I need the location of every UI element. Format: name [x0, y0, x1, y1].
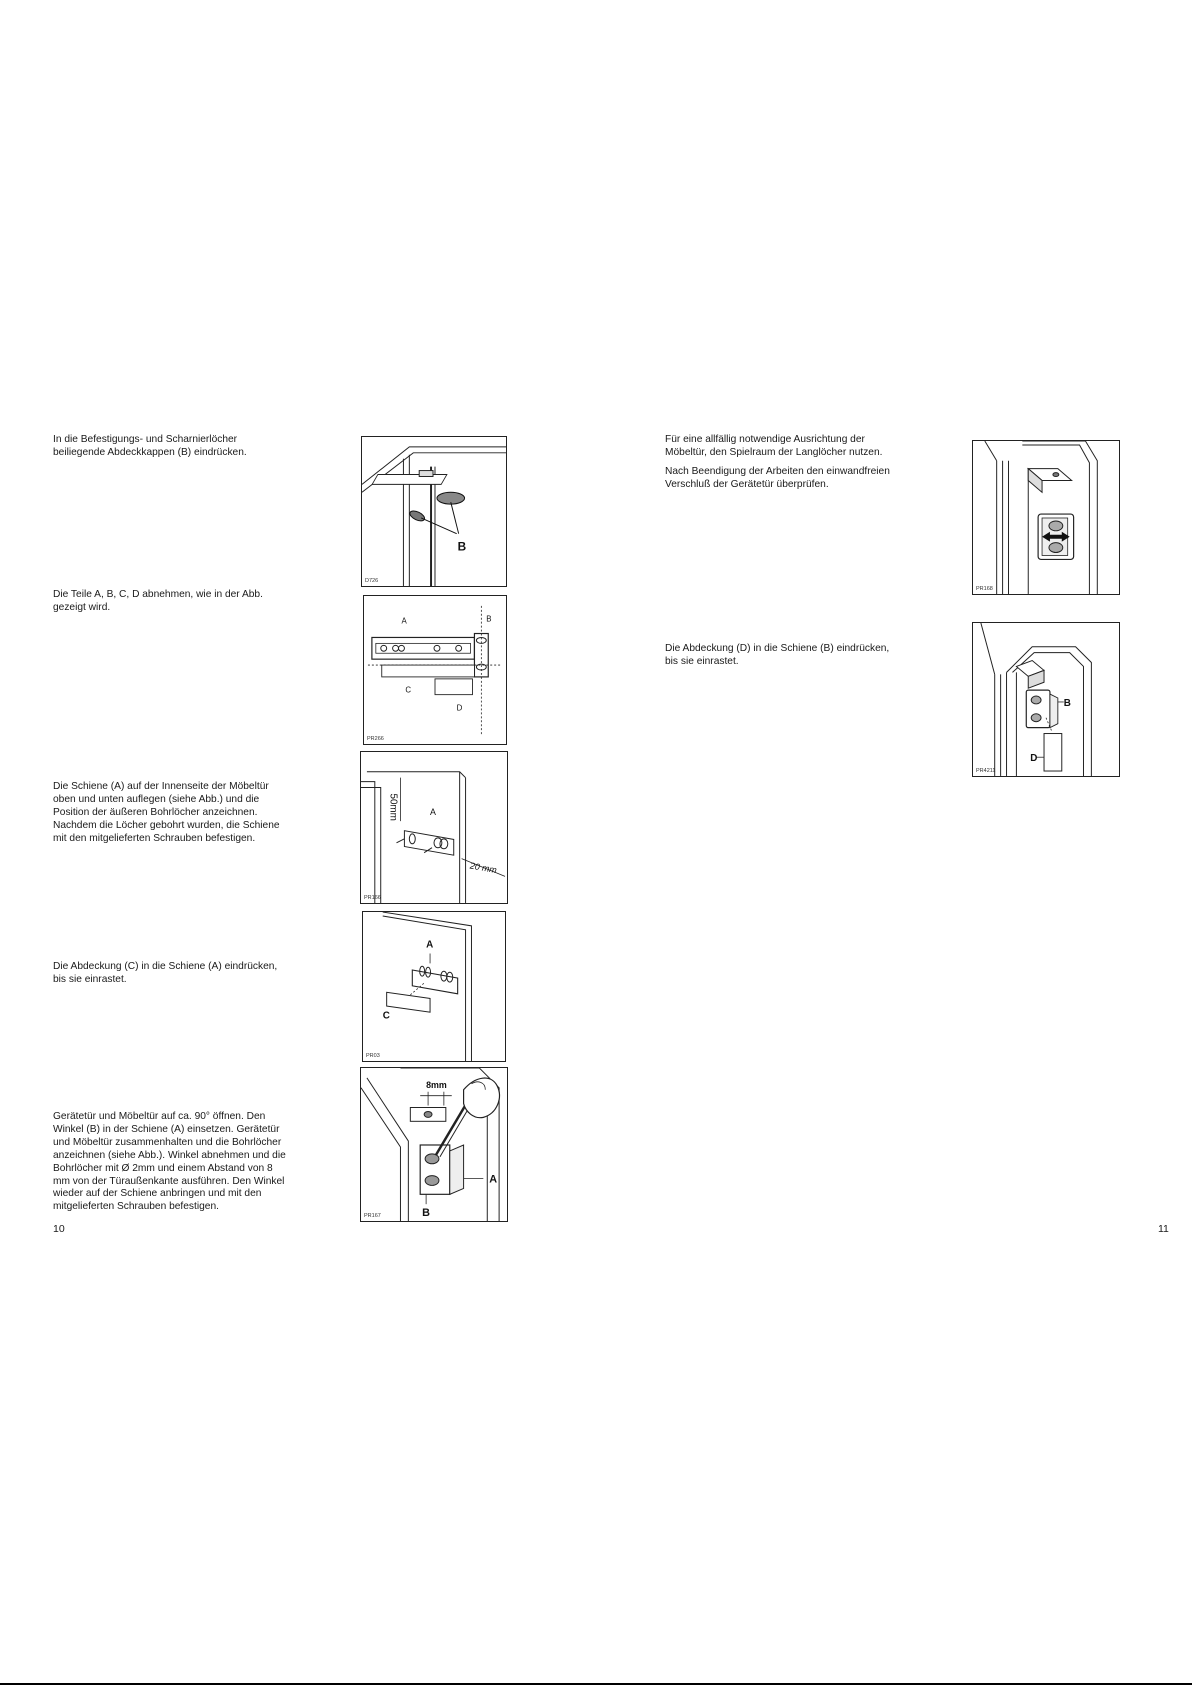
figure-cover-caps-drawing [362, 437, 506, 586]
step-5-text: Gerätetür und Möbeltür auf ca. 90° öffnen. Den Winkel (B) in der Schiene (A) einsetzen. Gerätetür und Möbeltür zusammenhalten und die Bohrlöcher anzeichnen (siehe Abb.). Winkel abnehmen und die Bohrlöcher mit Ø 2mm und einem Abstand von 8 mm von der Türaußenkante ausführen. Den Winkel wieder auf der Schiene anbringen und mit den mitgelieferten Schrauben befestigen. [53, 1111, 286, 1213]
step-7-text: Nach Beendigung der Arbeiten den einwandfreien Verschluß der Gerätetür überprüfen. [665, 466, 890, 490]
figure-code: PR167 [364, 1213, 381, 1219]
step-8-text: Die Abdeckung (D) in die Schiene (B) eindrücken, bis sie einrastet. [665, 643, 890, 667]
figure-rail-mounting-drawing [361, 752, 507, 903]
step-6-text: Für eine allfällig notwendige Ausrichtung der Möbeltür, den Spielraum der Langlöcher nutzen. [665, 434, 883, 458]
label-a: A [489, 1173, 498, 1186]
figure-code: PR168 [976, 586, 993, 592]
label-b: B [1063, 697, 1071, 709]
label-8mm: 8mm [426, 1079, 447, 1090]
step-1-text: In die Befestigungs- und Scharnierlöcher beiliegende Abdeckkappen (B) eindrücken. [53, 434, 247, 458]
label-a: A [426, 939, 434, 951]
label-a: A [401, 616, 407, 626]
figure-code: PR266 [367, 736, 384, 742]
figure-cover-c-drawing [363, 912, 505, 1061]
figure-code: PR03 [366, 1053, 380, 1059]
label-c: C [405, 685, 412, 695]
figure-hinge-drilling-drawing [361, 1068, 507, 1221]
page-number-left: 10 [53, 1223, 65, 1235]
label-a: A [430, 807, 436, 818]
label-b: B [486, 614, 492, 624]
step-3-text: Die Schiene (A) auf der Innenseite der Möbeltür oben und unten auflegen (siehe Abb.) und die Position der äußeren Bohrlöcher anzeichnen. Nachdem die Löcher gebohrt wurden, die Schiene mit den mitgelieferten Schrauben befestigen. [53, 781, 280, 844]
label-c: C [382, 1010, 390, 1022]
figure-cover-c [362, 911, 506, 1062]
figure-cover-caps [361, 436, 507, 587]
label-b: B [457, 539, 467, 554]
step-4-text: Die Abdeckung (C) in die Schiene (A) eindrücken, bis sie einrastet. [53, 961, 278, 985]
label-d: D [1030, 753, 1038, 765]
label-20mm: 20 mm [469, 860, 498, 876]
label-b: B [422, 1207, 431, 1220]
label-d: D [456, 703, 463, 713]
figure-code: D726 [365, 578, 379, 584]
figure-hinge-drilling [360, 1067, 508, 1222]
figure-door-alignment-drawing [973, 441, 1119, 594]
figure-code: PR166 [364, 895, 381, 901]
figure-door-alignment [972, 440, 1120, 595]
label-50mm: 50mm [387, 793, 399, 821]
figure-cover-d [972, 622, 1120, 777]
step-2-text: Die Teile A, B, C, D abnehmen, wie in der Abb. gezeigt wird. [53, 589, 263, 613]
figure-rail-mounting [360, 751, 508, 904]
figure-cover-d-drawing [973, 623, 1119, 776]
page-number-right: 11 [1158, 1223, 1169, 1235]
figure-parts-abcd-drawing [364, 596, 506, 744]
figure-parts-abcd [363, 595, 507, 745]
figure-code: PR4211 [976, 768, 996, 774]
